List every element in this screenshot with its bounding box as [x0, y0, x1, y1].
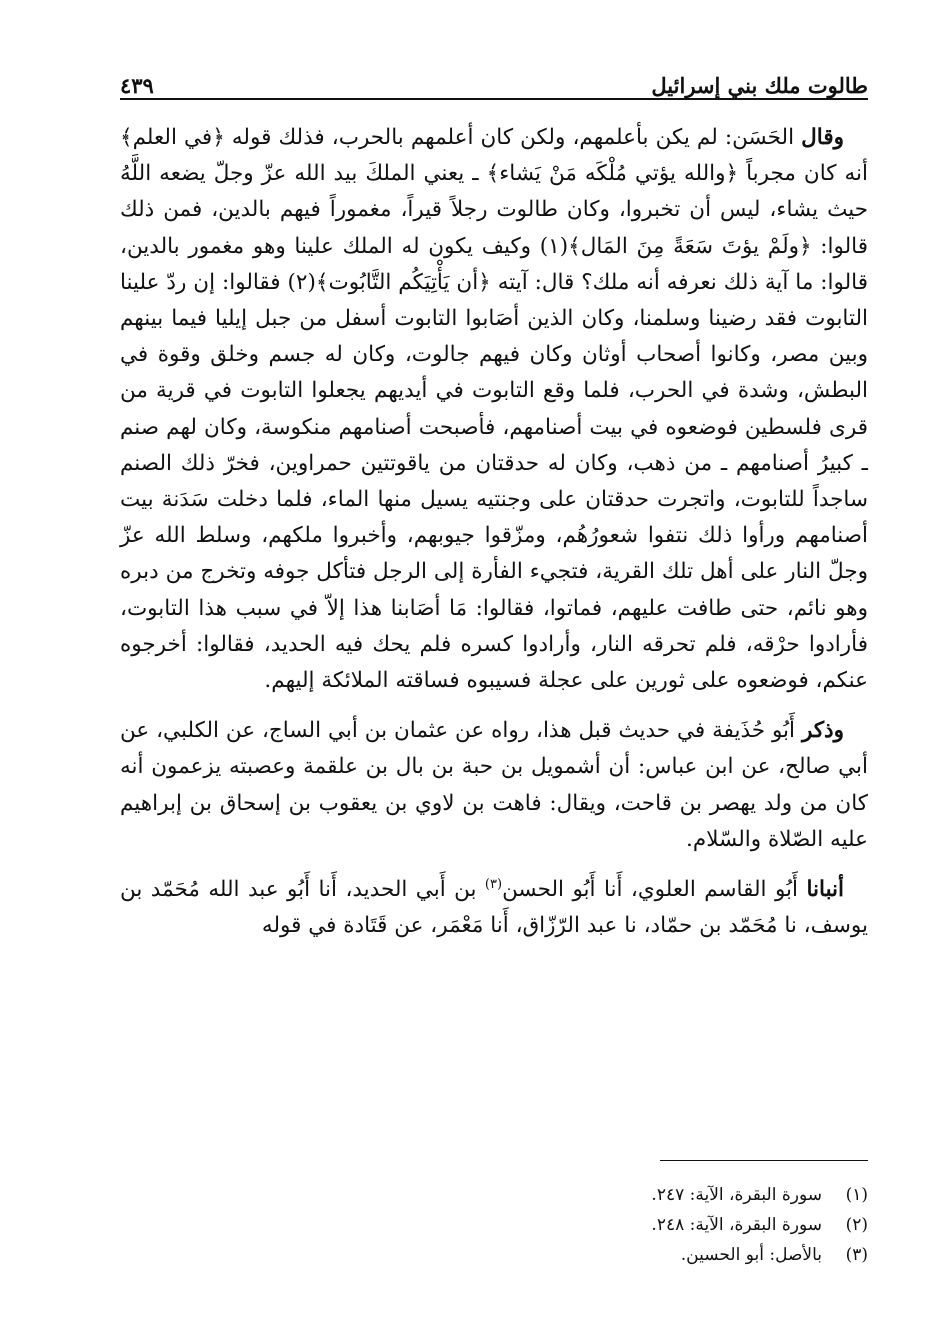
footnote-rule [660, 1160, 868, 1161]
running-header [120, 62, 868, 98]
footnote-reference: (٣) [484, 876, 503, 892]
main-text [120, 120, 868, 944]
footnote-item [120, 1240, 868, 1270]
paragraph-text: الحَسَن: لم يكن بأعلمهم، ولكن كان أعلمهم بالحرب، فذلك قوله ﴿في العلم﴾ أنه كان مجرباً ﴿والله يؤتي مُلْكَه مَنْ يَشاء﴾ ـ يعني الملكَ بيد الله عزّ وجلّ يضعه اللَّهُ حيث يشاء، ليس أن تخبروا، وكان طالوت رجلاً قيراً، مغموراً فيهم بالدين، فمن ذلك قالوا: ﴿ولَمْ يؤتَ سَعَةً مِنَ المَال﴾(١) وكيف يكون له الملك علينا وهو مغمور بالدين، قالوا: ما آية ذلك نعرفه أنه ملك؟ قال: آيته ﴿أن يَأْتِيَكُم التَّابُوت﴾(٢) فقالوا: إن ردّ علينا التابوت فقد رضينا وسلمنا، وكان الذين أصَابوا التابوت أسفل من جبل إيليا فيما بينهم وبين مصر، وكانوا أصحاب أوثان وكان فيهم جالوت، وكان له جسم وخلق وقوة في البطش، وشدة في الحرب، فلما وقع التابوت في أيديهم يجعلوا التابوت في قرية من قرى فلسطين فوضعوه في بيت أصنامهم، فأصبحت أصنامهم منكوسة، وكان لهم صنم ـ كبيرُ أصنامهم ـ من ذهب، وكان له حدقتان من ياقوتتين حمراوين، فخرّ ذلك الصنم ساجداً للتابوت، واتجرت حدقتان على وجنتيه يسيل منها الماء، فلما دخلت سَدَنة بيت أصنامهم ورأوا ذلك نتفوا شعورُهُم، ومزّقوا جيوبهم، وأخبروا ملكهم، وسلط الله عزّ وجلّ النار على أهل تلك القرية، فتجيء الفأرة إلى الرجل فتأكل جوفه وتخرج من دبره وهو نائم، حتى طافت عليهم، فماتوا، فقالوا: مَا أصَابنا هذا إلاّ في سبب هذا التابوت، فأرادوا حرْقه، فلم تحرقه النار، وأرادوا كسره فلم يحك فيه الحديد، فقالوا: أخرجوه عنكم، فوضعوه على ثورين على عجلة فسيبوه فساقته الملائكة إليهم. [120, 125, 869, 694]
footnote-text: بالأصل: أبو الحسين. [680, 1245, 822, 1265]
footnote-item [120, 1180, 868, 1210]
paragraph-3 [120, 872, 868, 944]
paragraph-1 [120, 120, 868, 699]
paragraph-text: أَبُو حُذَيفة في حديث قبل هذا، رواه عن عثمان بن أبي الساج، عن الكلبي، عن أبي صالح، عن ابن عباس: أن أشمويل بن حبة بن بال بن علقمة وعصبته يزعمون أنه كان من ولد يهصر بن قاحت، ويقال: فاهت بن لاوي بن يعقوب بن إسحاق بن إبراهيم عليه الصّلاة والسّلام. [120, 718, 868, 852]
footnote-item [120, 1210, 868, 1240]
footnote-number: (١) [845, 1185, 868, 1205]
footnote-number: (٢) [845, 1215, 868, 1235]
footnote-number: (٣) [845, 1245, 868, 1265]
paragraph-text: أَبُو القاسم العلوي، أَنا أَبُو الحسن [502, 877, 799, 903]
paragraph-lead-word: أنبانا [806, 877, 845, 903]
chapter-title: طالوت ملك بني إسرائيل [651, 73, 868, 98]
paragraph-2 [120, 713, 868, 858]
page-number: ٤٣٩ [120, 73, 154, 98]
paragraph-lead-word: وذكر [801, 718, 845, 744]
header-rule [120, 98, 868, 100]
footnote-text: سورة البقرة، الآية: ٢٤٧. [651, 1185, 822, 1205]
footnote-text: سورة البقرة، الآية: ٢٤٨. [651, 1215, 822, 1235]
paragraph-lead-word: وقال [801, 125, 844, 150]
footnotes [120, 1180, 868, 1270]
paragraph-text: بن أَبي الحديد، أَنا أَبُو عبد الله مُحَمّد بن يوسف، نا مُحَمّد بن حمّاد، نا عبد الرّزّاق، أَنا مَعْمَر، عن قَتَادة في قوله [120, 877, 868, 939]
